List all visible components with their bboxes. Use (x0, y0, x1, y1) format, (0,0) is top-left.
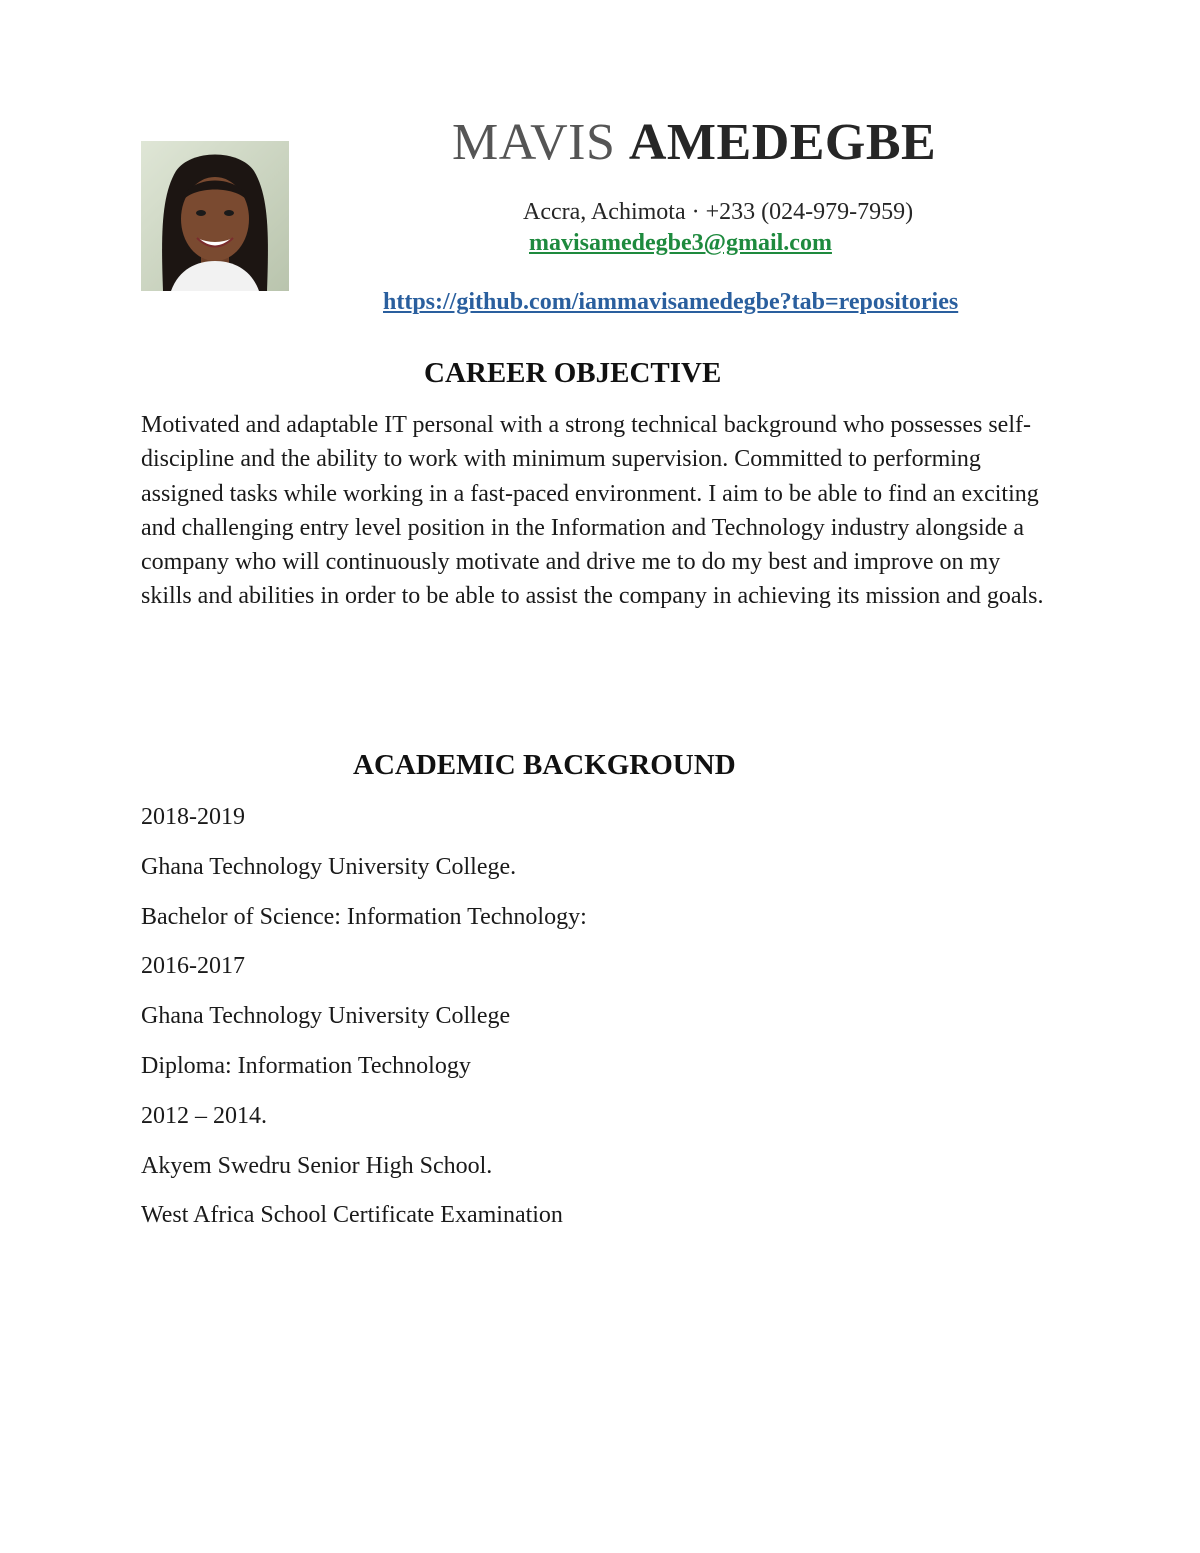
first-name: MAVIS (452, 114, 616, 171)
academic-background-list (141, 800, 587, 1248)
academic-line: 2012 – 2014. (141, 1102, 267, 1129)
academic-background-heading: ACADEMIC BACKGROUND (353, 749, 736, 781)
last-name: AMEDEGBE (628, 114, 937, 171)
profile-photo (141, 141, 289, 291)
academic-line: Akyem Swedru Senior High School. (141, 1152, 493, 1179)
academic-line: West Africa School Certificate Examination (141, 1202, 563, 1229)
academic-line: Ghana Technology University College. (141, 853, 517, 880)
academic-line: 2018-2019 (141, 804, 245, 830)
github-link[interactable]: https://github.com/iammavisamedegbe?tab=repositories (383, 289, 959, 315)
email-link[interactable]: mavisamedegbe3@gmail.com (529, 230, 832, 256)
candidate-name (452, 112, 936, 174)
career-objective-text: Motivated and adaptable IT personal with a strong technical background who possesses self-discipline and the ability to work with minimum supervision. Committed to performing assigned tasks while working in a fast-paced environment. I aim to be able to find an exciting and challenging entry level position in the Information and Technology industry alongside a company who will continuously motivate and drive me to do my best and improve on my skills and abilities in order to be able to assist the company in achieving its mission and goals. (141, 412, 1044, 610)
academic-line: Bachelor of Science: Information Technology: (141, 903, 587, 930)
academic-line: 2016-2017 (141, 953, 245, 980)
academic-line: Diploma: Information Technology (141, 1052, 471, 1079)
contact-location-phone: Accra, Achimota · +233 (024-979-7959) (523, 199, 914, 225)
profile-photo-illustration (141, 141, 289, 291)
academic-line: Ghana Technology University College (141, 1003, 511, 1030)
career-objective-heading: CAREER OBJECTIVE (424, 357, 722, 389)
